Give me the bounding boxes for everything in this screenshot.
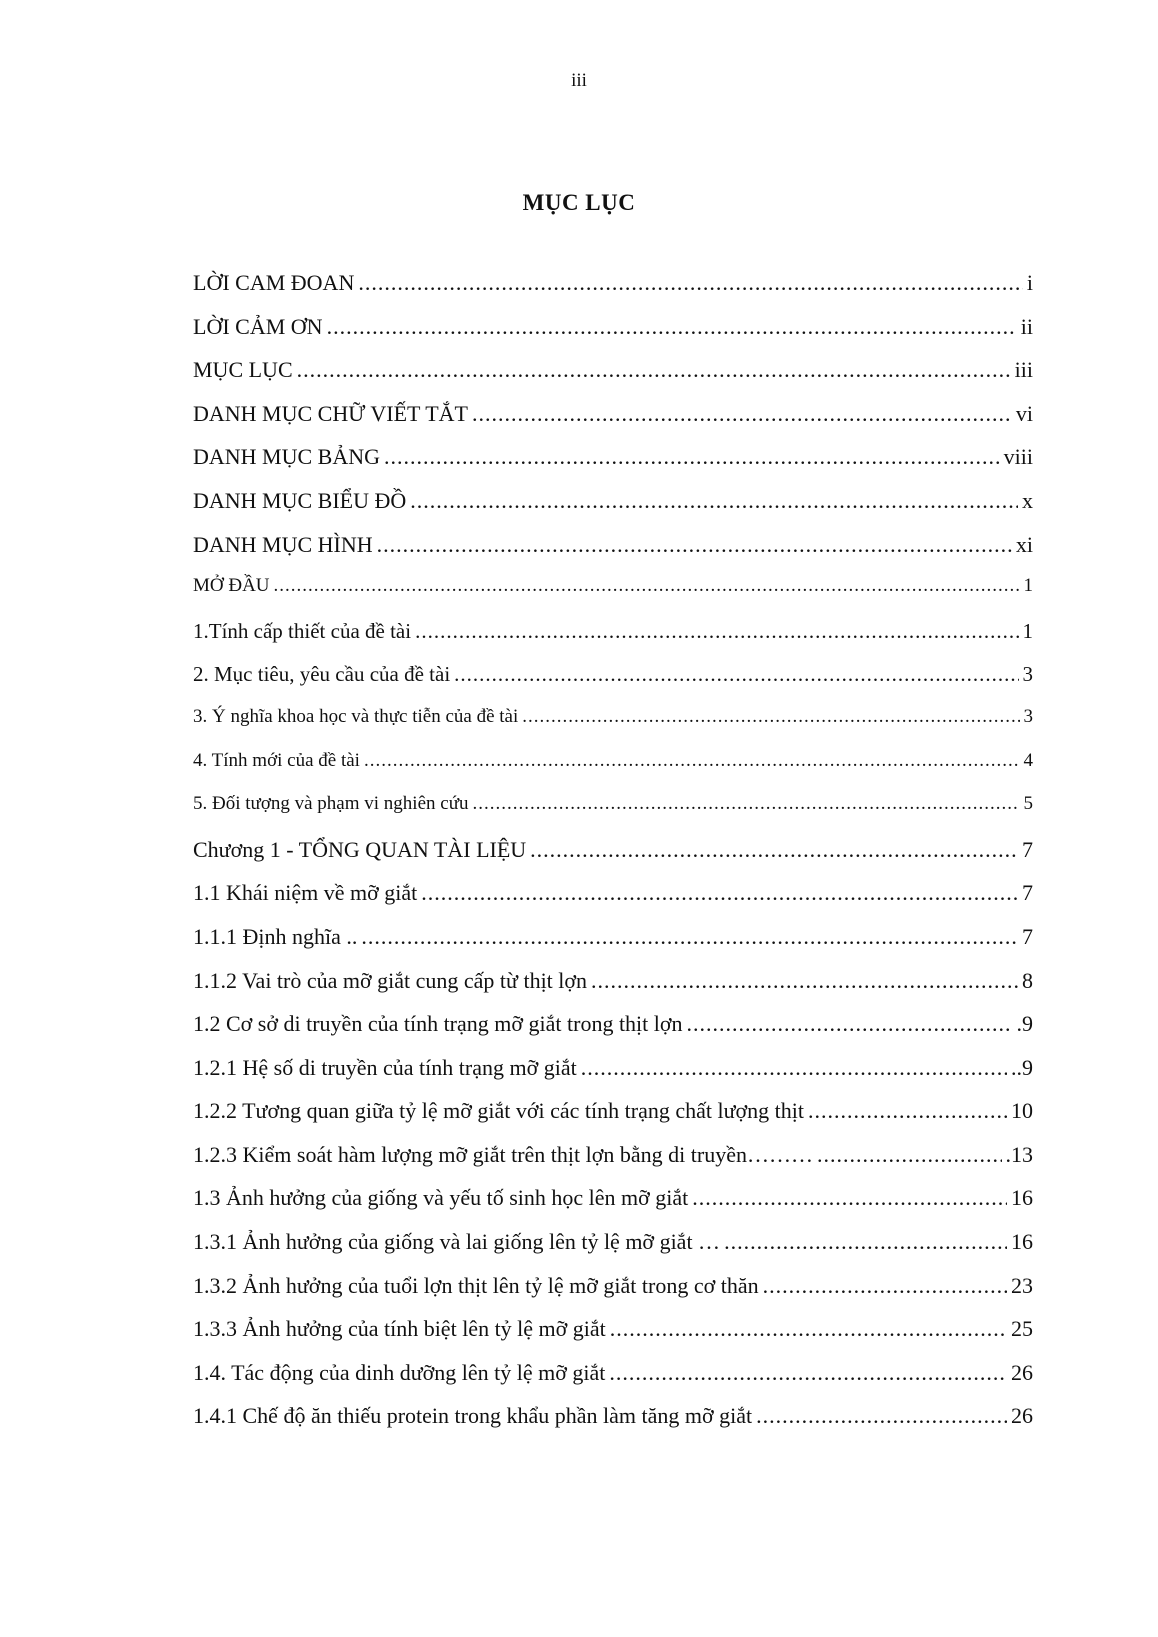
toc-entry-page: vi [1015,400,1033,426]
toc-entry-page: .13 [1005,1141,1033,1167]
toc-entry[interactable] [193,1360,1033,1404]
toc-entry-page: 7 [1022,836,1033,862]
toc-entry-label: LỜI CẢM ƠN [193,313,323,339]
toc-entry[interactable] [193,662,1033,706]
toc-dot-leader [415,619,1018,644]
toc-entry-page: iii [1014,357,1033,383]
toc-entry[interactable] [193,357,1033,401]
toc-entry-page: 7 [1022,923,1033,949]
toc-dot-leader [591,968,1018,994]
toc-entry-label: DANH MỤC HÌNH [193,531,373,557]
toc-entry[interactable] [193,837,1033,881]
toc-dot-leader [724,1229,1007,1255]
toc-entry-page: xi [1015,531,1033,557]
toc-entry-page: 16 [1011,1229,1033,1255]
toc-entry-label: 1.2 Cơ sở di truyền của tính trạng mỡ giắt trong thịt lợn [193,1011,683,1037]
toc-entry-label: MỞ ĐẦU [193,575,270,597]
toc-dot-leader [756,1403,1007,1429]
toc-entry-label: 1.1.1 Định nghĩa .. [193,923,358,949]
page-title: MỤC LỤC [522,190,636,215]
toc-dot-leader [384,444,1000,470]
toc-entry-page: 26 [1011,1359,1033,1385]
toc-entry-label: 1.2.1 Hệ số di truyền của tính trạng mỡ giắt [193,1054,577,1080]
toc-dot-leader [692,1185,1007,1211]
toc-dot-leader [522,706,1019,728]
toc-entry[interactable] [193,1055,1033,1099]
toc-entry-page: x [1022,487,1033,513]
toc-entry-page: 25 [1011,1316,1033,1342]
toc-entry-page: 1 [1023,575,1033,597]
toc-entry[interactable] [193,1229,1033,1273]
toc-dot-leader [454,662,1018,687]
toc-entry-label: DANH MỤC BIỂU ĐỒ [193,487,407,513]
toc-entry-page: 4 [1023,749,1033,771]
toc-entry[interactable] [193,793,1033,837]
toc-entry-label: 1.2.2 Tương quan giữa tỷ lệ mỡ giắt với các tính trạng chất lượng thịt [193,1098,805,1124]
toc-entry[interactable] [193,880,1033,924]
toc-entry-page: 5 [1023,793,1033,815]
toc-dot-leader [763,1273,1007,1299]
toc-entry-page: 7 [1022,880,1033,906]
toc-entry-page: i [1026,270,1033,295]
toc-dot-leader [610,1316,1007,1342]
toc-dot-leader [410,488,1018,514]
toc-entry-label: 1.1.2 Vai trò của mỡ giắt cung cấp từ thịt lợn [193,967,588,993]
toc-dot-leader [327,314,1017,340]
toc-dot-leader [274,575,1020,597]
toc-entry-label: 1.3.2 Ảnh hưởng của tuổi lợn thịt lên tỷ lệ mỡ giắt trong cơ thăn [193,1272,759,1298]
toc-dot-leader [530,837,1018,863]
toc-entry[interactable] [193,1316,1033,1360]
toc-entry-label: DANH MỤC BẢNG [193,444,381,470]
toc-entry[interactable] [193,401,1033,445]
toc-entry[interactable] [193,444,1033,488]
toc-entry[interactable] [193,532,1033,576]
toc-entry[interactable] [193,1098,1033,1142]
toc-entry[interactable] [193,1142,1033,1186]
toc-entry-page: ii [1020,313,1033,339]
toc-entry-page: ..9 [1011,1054,1033,1080]
toc-entry[interactable] [193,750,1033,794]
toc-entry[interactable] [193,706,1033,750]
toc-dot-leader [377,532,1012,558]
toc-dot-leader [297,357,1011,383]
toc-entry-label: 3. Ý nghĩa khoa học và thực tiễn của đề tài [193,705,519,727]
toc-entry-page: 23 [1011,1272,1033,1298]
toc-entry[interactable] [193,488,1033,532]
toc-entry[interactable] [193,1011,1033,1055]
toc-entry[interactable] [193,314,1033,358]
toc-entry-page: 8 [1022,967,1033,993]
page-number: iii [571,70,587,91]
toc-dot-leader [808,1098,1007,1124]
toc-dot-leader [361,924,1018,950]
toc-entry-label: 1.2.3 Kiểm soát hàm lượng mỡ giắt trên thịt lợn bằng di truyền……… [193,1141,813,1167]
toc-entry-label: 1.1 Khái niệm về mỡ giắt [193,880,418,906]
toc-entry[interactable] [193,1403,1033,1447]
toc-entry-label: LỜI CAM ĐOAN [193,270,355,295]
toc-entry-label: Chương 1 - TỔNG QUAN TÀI LIỆU [193,836,527,862]
toc-entry-page: viii [1003,444,1033,470]
toc-entry[interactable] [193,575,1033,619]
toc-dot-leader [358,270,1023,296]
toc-dot-leader [364,750,1020,772]
toc-entry-label: 1.4.1 Chế độ ăn thiếu protein trong khẩu phần làm tăng mỡ giắt [193,1403,753,1429]
toc-dot-leader [817,1142,1002,1168]
toc-entry-label: 1.3.1 Ảnh hưởng của giống và lai giống lên tỷ lệ mỡ giắt … [193,1229,721,1255]
toc-entry[interactable] [193,968,1033,1012]
toc-entry-label: 1.3.3 Ảnh hưởng của tính biệt lên tỷ lệ mỡ giắt [193,1316,606,1342]
toc-entry-label: 1.Tính cấp thiết của đề tài [193,618,412,643]
toc-entry-page: 16 [1011,1185,1033,1211]
toc-entry[interactable] [193,270,1033,314]
toc-entry-label: 1.3 Ảnh hưởng của giống và yếu tố sinh học lên mỡ giắt [193,1185,689,1211]
toc-entry-label: 2. Mục tiêu, yêu cầu của đề tài [193,662,451,687]
toc-entry-page: 10 [1011,1098,1033,1124]
toc-entry-page: 1 [1022,618,1033,643]
toc-entry-label: DANH MỤC CHỮ VIẾT TẮT [193,400,468,426]
toc-entry[interactable] [193,619,1033,663]
toc-entry-page: 26 [1011,1403,1033,1429]
toc-entry-label: 5. Đối tượng và phạm vi nghiên cứu [193,793,469,815]
toc-dot-leader [472,401,1012,427]
toc-entry[interactable] [193,1273,1033,1317]
toc-entry[interactable] [193,1185,1033,1229]
table-of-contents [193,270,1033,1447]
toc-entry-page: 3 [1022,662,1033,687]
toc-dot-leader [421,880,1018,906]
toc-entry-label: 4. Tính mới của đề tài [193,749,360,771]
toc-dot-leader [687,1011,1013,1037]
toc-entry-label: MỤC LỤC [193,357,293,383]
toc-entry-page: 3 [1023,705,1033,727]
toc-entry-label: 1.4. Tác động của dinh dưỡng lên tỷ lệ mỡ giắt [193,1359,606,1385]
toc-dot-leader [581,1055,1007,1081]
toc-entry[interactable] [193,924,1033,968]
toc-dot-leader [473,793,1020,815]
toc-dot-leader [609,1360,1007,1386]
toc-entry-page: .9 [1016,1011,1033,1037]
